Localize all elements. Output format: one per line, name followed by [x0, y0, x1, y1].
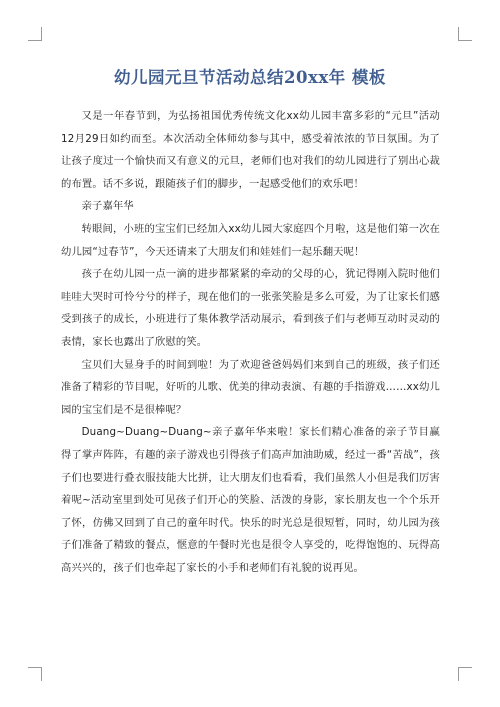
crop-mark-top-left-v: [41, 27, 42, 41]
paragraph-carnival: Duang~Duang~Duang~亲子嘉年华来啦！家长们精心准备的亲子节目赢得了掌声阵阵，有趣的亲子游戏也引得孩子们高声加油助威，经过一番“苦战”，孩子们也要进行叠衣服技能大比拼，让大朋友们也看看，我们虽然人小但是我们厉害着呢~活动室里到处可见孩子们开心的笑脸、活泼的身影，家长朋友也一个个乐开了怀，仿佛又回到了自己的童年时代。快乐的时光总是很短暂，同时，幼儿园为孩子们准备了精致的餐点，惬意的午餐时光也是很令人享受的，吃得饱饱的、玩得高高兴兴的，孩子们也牵起了家长的小手和老师们有礼貌的说再见。: [61, 426, 440, 574]
crop-mark-top-right-v: [458, 27, 459, 41]
crop-mark-top-right-h: [458, 40, 472, 41]
paragraph-growth: 孩子在幼儿园一点一滴的进步都紧紧的牵动的父母的心，犹记得刚入院时他们哇哇大哭时可怜兮兮的样子，现在他们的一张张笑脸是多么可爱，为了让家长们感受到孩子的成长，小班进行了集体教学活动展示，看到孩子们与老师互动时灵动的表情，家长也露出了欣慰的笑。: [61, 268, 440, 348]
document-title: 幼儿园元旦节活动总结20xx年 模板: [114, 68, 386, 87]
document-body: [61, 105, 440, 579]
crop-mark-bottom-left-h: [28, 667, 42, 668]
crop-mark-bottom-left-v: [41, 667, 42, 681]
paragraph-performance: 宝贝们大显身手的时间到啦！为了欢迎爸爸妈妈们来到自己的班级，孩子们还准备了精彩的节目呢，好听的儿歌、优美的律动表演、有趣的手指游戏……xx幼儿园的宝宝们是不是很棒呢？: [61, 358, 440, 416]
crop-mark-bottom-right-v: [458, 667, 459, 681]
section-heading: 亲子嘉年华: [81, 200, 134, 213]
paragraph-welcome: 转眼间，小班的宝宝们已经加入xx幼儿园大家庭四个月啦，这是他们第一次在幼儿园“过春节”，今天还请来了大朋友们和娃娃们一起乐翻天呢！: [61, 222, 440, 258]
crop-mark-top-left-h: [28, 40, 42, 41]
crop-mark-bottom-right-h: [458, 667, 472, 668]
paragraph-intro: 又是一年春节到，为弘扬祖国优秀传统文化xx幼儿园丰富多彩的“元旦”活动12月29日如约而至。本次活动全体师幼参与其中，感受着浓浓的节日氛围。为了让孩子度过一个愉快而又有意义的元旦，老师们也对我们的幼儿园进行了别出心裁的布置。话不多说，跟随孩子们的脚步，一起感受他们的欢乐吧！: [61, 110, 440, 190]
